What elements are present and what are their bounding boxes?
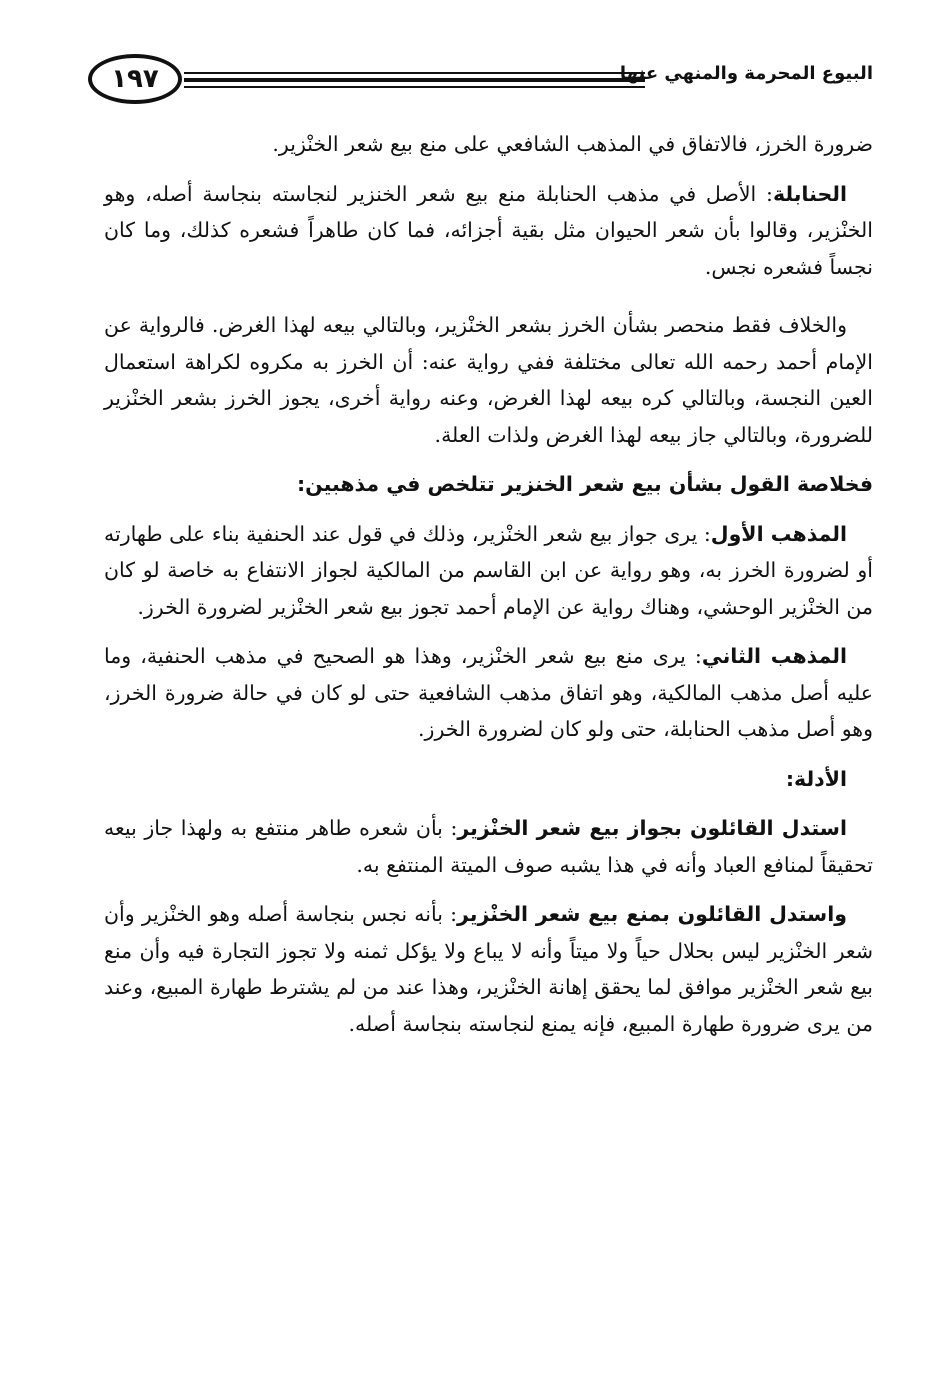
paragraph	[104, 810, 873, 883]
paragraph-label: الحنابلة	[772, 181, 847, 206]
paragraph-label: استدل القائلون بجواز بيع شعر الخنْزير	[457, 816, 847, 840]
paragraph: ضرورة الخرز، فالاتفاق في المذهب الشافعي على منع بيع شعر الخنْزير.	[272, 132, 873, 156]
paragraph	[104, 176, 873, 286]
page-body	[104, 126, 873, 1055]
paragraph	[104, 896, 873, 1042]
paragraph-label: واستدل القائلون بمنع بيع شعر الخنْزير	[457, 902, 847, 926]
paragraph	[104, 516, 873, 626]
header-rule	[184, 72, 645, 74]
paragraph-text: : بأنه نجس بنجاسة أصله وهو الخنْزير وأن شعر الخنْزير ليس بحلال حياً ولا ميتاً وأنه لا يباع ولا يؤكل ثمنه ولا تجوز التجارة فيه وأن منع بيع شعر الخنْزير موافق لما يحقق إهانة الخنْزير، وهذا عند من لم يشترط طهارة المبيع، وعند من يرى ضرورة طهارة المبيع، فإنه يمنع لنجاسته بنجاسة أصله.	[104, 902, 873, 1036]
paragraph-text: : الأصل في مذهب الحنابلة منع بيع شعر الخنزير لنجاسته بنجاسة أصله، وهو الخنْزير، وقالوا بأن شعر الحيوان مثل بقية أجزائه، فما كان طاهراً فشعره كذلك، وما كان نجساً فشعره نجس.	[104, 181, 873, 279]
section-heading: الأدلة:	[785, 766, 847, 791]
header-rule	[184, 86, 645, 88]
paragraph-label: المذهب الأول	[710, 521, 847, 546]
page-number-badge: ١٩٧	[88, 54, 182, 104]
paragraph-label: المذهب الثاني	[701, 644, 847, 668]
header-rule	[184, 78, 645, 82]
section-heading: فخلاصة القول بشأن بيع شعر الخنزير تتلخص في مذهبين:	[296, 472, 873, 496]
paragraph-text: : بأن شعره طاهر منتفع به ولهذا جاز بيعه تحقيقاً لمنافع العباد وأنه في هذا يشبه صوف الميتة المنتفع به.	[104, 816, 873, 877]
paragraph	[104, 638, 873, 748]
running-title: البيوع المحرمة والمنهي عنها	[619, 63, 873, 84]
page-header	[88, 50, 873, 110]
paragraph: والخلاف فقط منحصر بشأن الخرز بشعر الخنْزير، وبالتالي بيعه لهذا الغرض. فالرواية عن الإمام أحمد رحمه الله تعالى مختلفة ففي رواية عنه: أن الخرز به مكروه لكراهة استعمال العين النجسة، وبالتالي كره بيعه لهذا الغرض، وعنه رواية أخرى، يجوز الخرز بشعر الخنْزير للضرورة، وبالتالي جاز بيعه لهذا الغرض ولذات العلة.	[104, 313, 873, 447]
paragraph-text: : يرى منع بيع شعر الخنْزير، وهذا هو الصحيح في مذهب الحنفية، وما عليه أصل مذهب المالكية، وهو اتفاق مذهب الشافعية حتى لو كان في حالة ضرورة الخرز، وهو أصل مذهب الحنابلة، حتى ولو كان لضرورة الخرز.	[104, 644, 873, 741]
paragraph-text: : يرى جواز بيع شعر الخنْزير، وذلك في قول عند الحنفية بناء على طهارته أو لضرورة الخرز به، وهو رواية عن ابن القاسم من المالكية لجواز الانتفاع به خاصة لو كان من الخنْزير الوحشي، وهناك رواية عن الإمام أحمد تجوز بيع شعر الخنْزير لضرورة الخرز.	[104, 521, 873, 619]
